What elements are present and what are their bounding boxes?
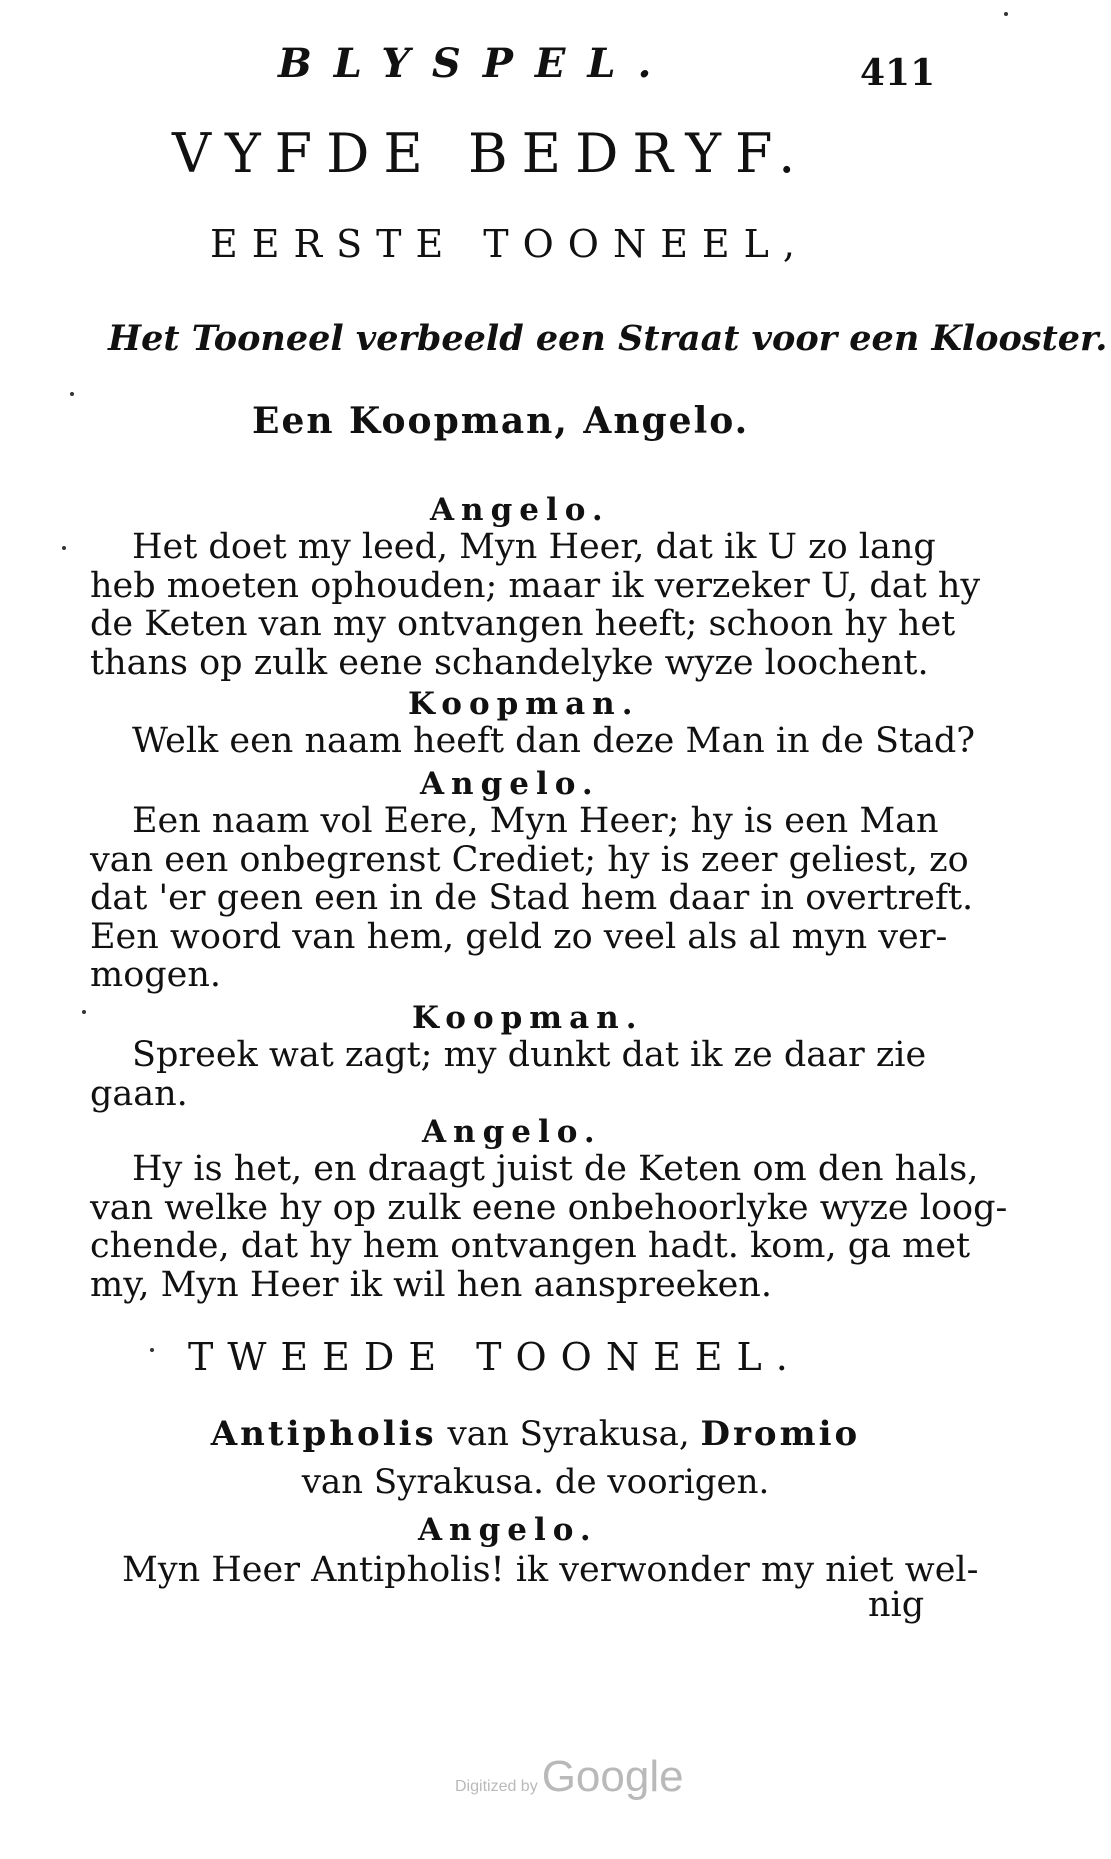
speech-line: Hy is het, en draagt juist de Keten om den hals, bbox=[132, 1149, 979, 1189]
speaker-label: Angelo. bbox=[420, 766, 600, 802]
speaker-label: Angelo. bbox=[422, 1114, 602, 1150]
speech-line: Het doet my leed, Myn Heer, dat ik U zo lang bbox=[132, 527, 936, 567]
scene-title-1: EERSTE TOONEEL, bbox=[210, 222, 809, 266]
character-name: Dromio bbox=[700, 1414, 861, 1454]
speaker-label: Angelo. bbox=[418, 1512, 598, 1548]
watermark-prefix: Digitized by bbox=[455, 1778, 538, 1795]
ink-speck bbox=[62, 546, 66, 550]
speech-line: thans op zulk eene schandelyke wyze loochent. bbox=[90, 642, 929, 683]
speech-line: heb moeten ophouden; maar ik verzeker U, dat hy bbox=[90, 565, 981, 606]
speech-line: mogen. bbox=[90, 955, 222, 995]
speech-block bbox=[90, 1036, 930, 1113]
scene-title-2: TWEEDE TOONEEL. bbox=[188, 1335, 802, 1379]
act-title: VYFDE BEDRYF. bbox=[172, 122, 810, 185]
speech-line: Welk een naam heeft dan deze Man in de Stad? bbox=[132, 721, 976, 761]
speech-line: Een woord van hem, geld zo veel als al myn ver- bbox=[90, 916, 948, 957]
speech-line: van een onbegrenst Crediet; hy is zeer geliest, zo bbox=[90, 839, 969, 880]
dramatis-personae-2 bbox=[0, 1410, 1091, 1506]
speech-line: chende, dat hy hem ontvangen hadt. kom, ga met bbox=[90, 1226, 971, 1266]
ink-speck bbox=[82, 1010, 86, 1014]
speech-line: my, Myn Heer ik wil hen aanspreeken. bbox=[90, 1264, 772, 1305]
ink-speck bbox=[70, 392, 74, 396]
personae-text: van Syrakusa, bbox=[447, 1414, 690, 1454]
personae-line: van Syrakusa. de voorigen. bbox=[301, 1462, 770, 1502]
speech-line: de Keten van my ontvangen heeft; schoon hy het bbox=[90, 604, 956, 644]
speech-line: dat 'er geen een in de Stad hem daar in overtreft. bbox=[90, 878, 974, 918]
ink-speck bbox=[1004, 12, 1008, 16]
speech-line: Myn Heer Antipholis! ik verwonder my niet wel- bbox=[122, 1550, 979, 1590]
speech-line: Spreek wat zagt; my dunkt dat ik ze daar zie bbox=[132, 1035, 927, 1075]
speech-line: van welke hy op zulk eene onbehoorlyke wyze loog- bbox=[90, 1187, 1008, 1228]
speech-block bbox=[90, 1149, 1008, 1305]
character-name: Antipholis bbox=[210, 1414, 437, 1454]
dramatis-personae-1: Een Koopman, Angelo. bbox=[252, 400, 750, 442]
running-head: BLYSPEL. bbox=[278, 40, 674, 87]
speaker-label: Angelo. bbox=[430, 492, 610, 528]
speech-line: gaan. bbox=[90, 1073, 188, 1114]
catchword: nig bbox=[868, 1585, 925, 1625]
stage-direction: Het Tooneel verbeeld een Straat voor een Klooster. bbox=[108, 318, 1108, 359]
speech-block bbox=[90, 721, 976, 761]
page-number: 411 bbox=[860, 52, 936, 94]
speaker-label: Koopman. bbox=[408, 686, 640, 722]
personae-line bbox=[0, 1410, 1091, 1458]
speech-line: Een naam vol Eere, Myn Heer; hy is een Man bbox=[132, 801, 939, 841]
speech-block bbox=[90, 527, 981, 683]
watermark-logo: Google bbox=[541, 1752, 684, 1801]
ink-speck bbox=[150, 1348, 154, 1352]
digitization-watermark bbox=[455, 1752, 684, 1802]
speech-block bbox=[90, 801, 974, 995]
speaker-label: Koopman. bbox=[412, 1000, 644, 1036]
